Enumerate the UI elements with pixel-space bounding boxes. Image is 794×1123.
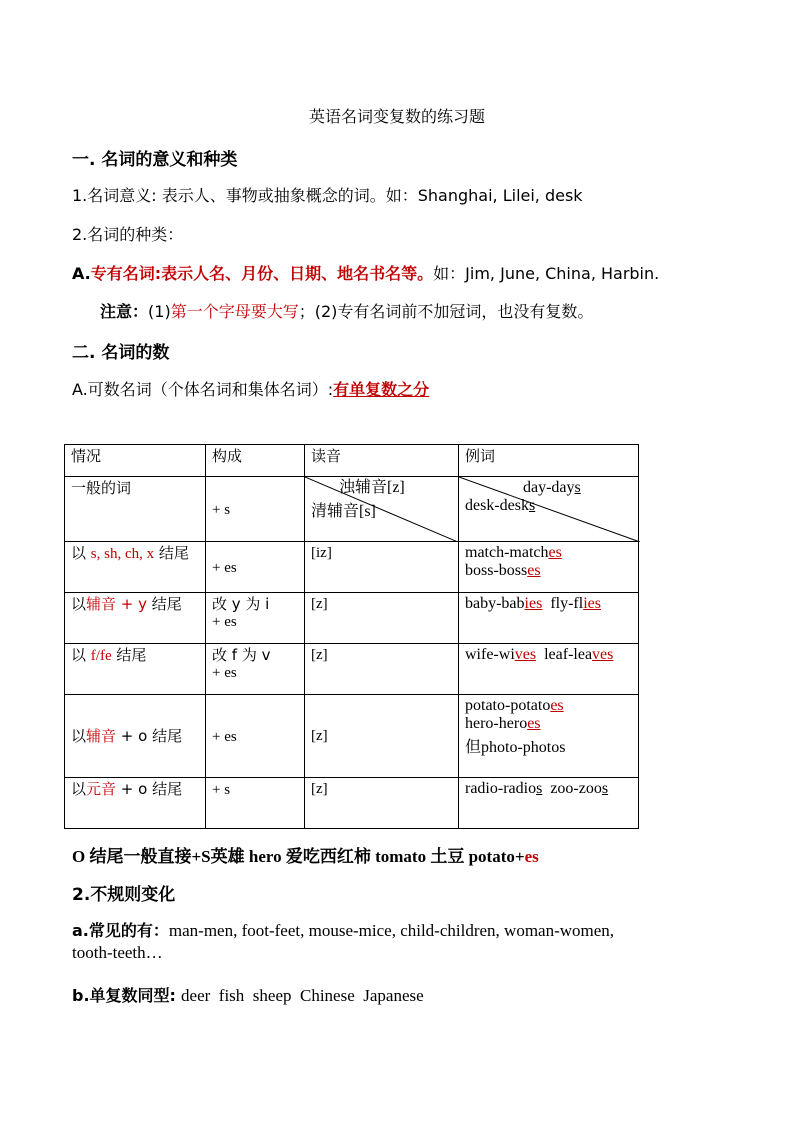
pronunciation-consonant-y: [z] [305, 593, 459, 644]
case-consonant-y-letters: 辅音 + y [86, 595, 147, 613]
example-match [465, 544, 632, 562]
example-match-base: match-match [465, 544, 549, 561]
pronunciation-vowel-o: [z] [305, 778, 459, 829]
form-consonant-y [206, 593, 305, 644]
case-f-fe-suffix: 结尾 [111, 646, 147, 664]
example-baby-base: baby-bab [465, 595, 525, 612]
section-2-heading: 二. 名词的数 [72, 343, 170, 363]
case-consonant-o [65, 695, 206, 778]
case-consonant-y-prefix: 以 [71, 595, 87, 613]
example-wife-base: wife-wi [465, 646, 515, 663]
case-sibilant-letters: s, sh, ch, x [90, 546, 155, 562]
example-fly-base: fly-fl [550, 595, 584, 612]
form-general [206, 477, 305, 542]
case-vowel-o [65, 778, 206, 829]
form-consonant-y-change: 改 y 为 i [212, 595, 270, 613]
example-hero [465, 715, 632, 733]
example-photo: 但photo-photos [465, 739, 566, 756]
example-hero-base: hero-hero [465, 715, 528, 732]
example-boss-base: boss-boss [465, 562, 528, 579]
pronunciation-voiced: 浊辅音[z] [339, 479, 405, 496]
table-row [65, 593, 639, 644]
form-general-text: + s [212, 501, 231, 518]
note-part-2: ；(2)专有名词前不加冠词，也没有复数。 [298, 302, 594, 321]
table-row [65, 477, 639, 542]
header-form: 构成 [206, 445, 305, 477]
proper-noun-line [72, 261, 659, 284]
irregular-common-items: man-men, foot-feet, mouse-mice, child-children, woman-women, [168, 921, 615, 940]
form-f-fe-change: 改 f 为 v [212, 646, 271, 664]
noun-meaning-line: 1.名词意义: 表示人、事物或抽象概念的词。如：Shanghai, Lilei, desk [72, 186, 583, 205]
note-line [100, 299, 593, 322]
section-1-heading: 一. 名词的意义和种类 [72, 150, 238, 170]
header-case: 情况 [65, 445, 206, 477]
form-vowel-o [206, 778, 305, 829]
example-boss [465, 562, 632, 580]
example-day-base: day-day [523, 479, 575, 496]
examples-consonant-o [459, 695, 639, 778]
note-part-1-number: (1) [148, 302, 171, 321]
example-baby-fly [465, 595, 632, 613]
table-row [65, 644, 639, 695]
table-row [65, 542, 639, 593]
pronunciation-voiceless: 清辅音[s] [311, 503, 376, 520]
examples-vowel-o [459, 778, 639, 829]
o-ending-rule-suffix: es [524, 847, 539, 866]
examples-sibilant [459, 542, 639, 593]
header-examples: 例词 [459, 445, 639, 477]
note-part-1-text: 第一个字母要大写 [170, 302, 299, 321]
example-potato-suffix: es [550, 697, 564, 714]
table-row [65, 695, 639, 778]
irregular-common-label: a.常见的有： [72, 921, 169, 940]
form-consonant-o [206, 695, 305, 778]
example-zoo-base: zoo-zoo [550, 780, 602, 797]
case-consonant-o-prefix: 以 [71, 727, 87, 745]
irregular-common-cont: tooth-teeth… [72, 943, 163, 962]
case-vowel-o-suffix: + o 结尾 [116, 780, 183, 798]
example-match-suffix: es [548, 544, 562, 561]
pronunciation-consonant-o: [z] [305, 695, 459, 778]
example-potato [465, 697, 632, 715]
case-vowel-o-letters: 元音 [86, 780, 117, 798]
example-potato-base: potato-potato [465, 697, 551, 714]
same-form-items: deer fish sheep Chinese Japanese [181, 986, 424, 1005]
section-3-heading: 2.不规则变化 [72, 885, 176, 905]
example-radio-zoo [465, 780, 632, 798]
proper-noun-label: A. [72, 264, 91, 283]
case-consonant-y-suffix: 结尾 [147, 595, 182, 613]
countable-noun-prefix: A.可数名词（个体名词和集体名词）: [72, 380, 334, 399]
irregular-common-line [72, 918, 614, 941]
example-radio-suffix: s [536, 780, 543, 797]
case-general: 一般的词 [65, 477, 206, 542]
proper-noun-examples: 如：Jim, June, China, Harbin. [433, 264, 660, 283]
table-header-row [65, 445, 639, 477]
case-consonant-y [65, 593, 206, 644]
case-consonant-o-letters: 辅音 [86, 727, 117, 745]
o-ending-rule-text: O 结尾一般直接+S英雄 hero 爱吃西红柿 tomato 土豆 potato+ [72, 847, 525, 866]
example-desk-base: desk-desk [465, 497, 529, 514]
example-wife-suffix: ves [514, 646, 537, 663]
plural-rules-table [64, 444, 639, 829]
pronunciation-general [305, 477, 459, 542]
form-consonant-o-text: + es [212, 728, 237, 745]
examples-f-fe [459, 644, 639, 695]
form-vowel-o-text: + s [212, 782, 231, 798]
example-day-suffix: s [574, 479, 581, 496]
case-consonant-o-suffix: + o 结尾 [116, 727, 183, 745]
same-form-label: b.单复数同型: [72, 986, 176, 1005]
pronunciation-sibilant: [iz] [305, 542, 459, 593]
case-sibilant-prefix: 以 [71, 544, 91, 562]
example-radio-base: radio-radio [465, 780, 537, 797]
pronunciation-f-fe: [z] [305, 644, 459, 695]
example-wife-leaf [465, 646, 632, 664]
example-leaf-base: leaf-lea [544, 646, 593, 663]
form-sibilant-text: + es [212, 559, 237, 576]
example-fly-suffix: ies [583, 595, 601, 612]
countable-noun-note: 有单复数之分 [333, 380, 430, 399]
o-ending-rule [72, 842, 539, 867]
note-label: 注意： [100, 302, 149, 321]
header-pronunciation: 读音 [305, 445, 459, 477]
form-sibilant [206, 542, 305, 593]
case-sibilant-suffix: 结尾 [154, 544, 189, 562]
noun-types-line: 2.名词的种类： [72, 225, 184, 244]
page-title: 英语名词变复数的练习题 [308, 107, 485, 126]
example-hero-suffix: es [527, 715, 541, 732]
form-f-fe-add: + es [212, 665, 237, 681]
examples-consonant-y [459, 593, 639, 644]
same-form-line [72, 983, 424, 1006]
example-boss-suffix: es [527, 562, 541, 579]
case-f-fe [65, 644, 206, 695]
case-sibilant [65, 542, 206, 593]
case-f-fe-letters: f/fe [90, 648, 112, 664]
case-vowel-o-prefix: 以 [71, 780, 87, 798]
example-zoo-suffix: s [601, 780, 609, 797]
example-desk-suffix: s [528, 497, 536, 514]
example-baby-suffix: ies [524, 595, 543, 612]
case-f-fe-prefix: 以 [71, 646, 91, 664]
example-day [459, 477, 638, 497]
form-f-fe [206, 644, 305, 695]
form-consonant-y-add: + es [212, 614, 237, 630]
countable-noun-line [72, 377, 429, 400]
examples-general [459, 477, 639, 542]
table-row [65, 778, 639, 829]
proper-noun-definition: 专有名词:表示人名、月份、日期、地名书名等。 [90, 264, 434, 283]
example-desk [459, 497, 638, 515]
example-leaf-suffix: ves [592, 646, 614, 663]
